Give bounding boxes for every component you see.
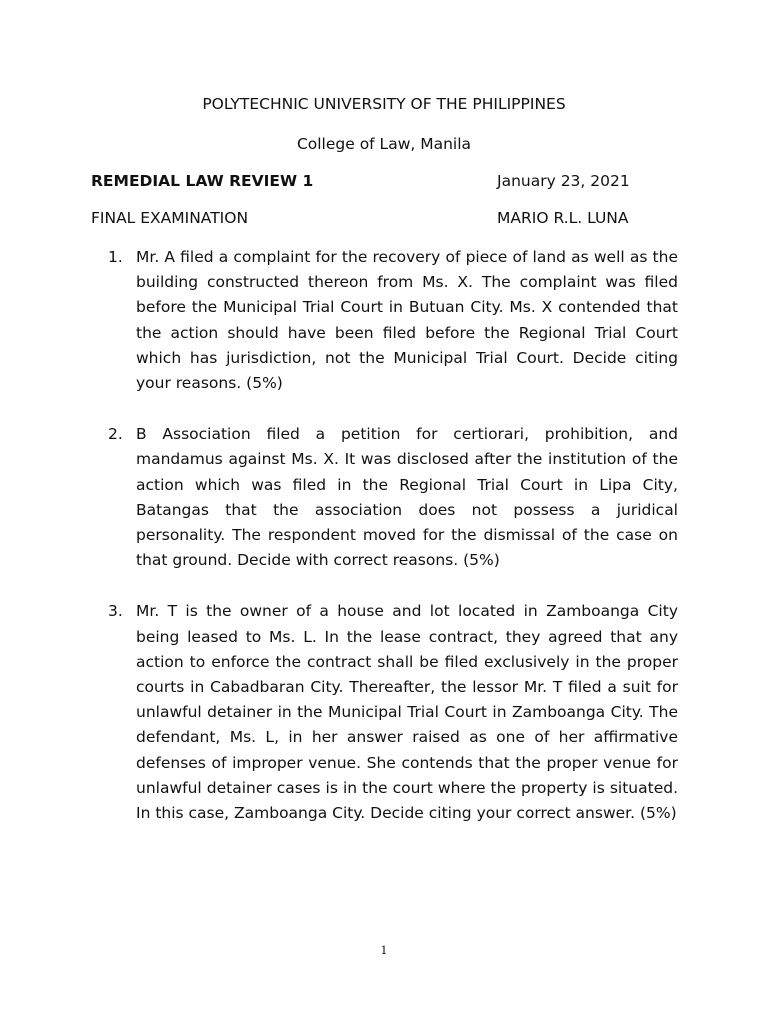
question-item bbox=[108, 422, 678, 573]
page-number: 1 bbox=[380, 944, 388, 957]
college-subtitle: College of Law, Manila bbox=[296, 135, 472, 153]
question-text: B Association filed a petition for certiorari, prohibition, and mandamus against Ms. X. It was disclosed after the institution of the action which was filed in the Regional Trial Court in Lipa City, Batangas that the association does not possess a juridical personality. The respondent moved for the dismissal of the case on that ground. Decide with correct reasons. (5%) bbox=[136, 425, 678, 570]
exam-date: January 23, 2021 bbox=[497, 172, 630, 190]
question-number: 3. bbox=[108, 602, 123, 621]
course-title: REMEDIAL LAW REVIEW 1 bbox=[91, 172, 314, 190]
question-text: Mr. A filed a complaint for the recovery of piece of land as well as the building constructed thereon from Ms. X. The complaint was filed before the Municipal Trial Court in Butuan City. Ms. X contended that the action should have been filed before the Regional Trial Court which has jurisdiction, not the Municipal Trial Court. Decide citing your reasons. (5%) bbox=[136, 248, 678, 393]
question-item bbox=[108, 599, 678, 826]
question-list bbox=[108, 245, 678, 852]
university-title: POLYTECHNIC UNIVERSITY OF THE PHILIPPINES bbox=[202, 95, 566, 113]
question-item bbox=[108, 245, 678, 396]
question-number: 1. bbox=[108, 248, 123, 266]
question-number: 2. bbox=[108, 425, 123, 444]
professor-name: MARIO R.L. LUNA bbox=[497, 209, 629, 227]
question-text: Mr. T is the owner of a house and lot located in Zamboanga City being leased to Ms. L. In the lease contract, they agreed that any action to enforce the contract shall be filed exclusively in the proper courts in Cabadbaran City. Thereafter, the lessor Mr. T filed a suit for unlawful detainer in the Municipal Trial Court in Zamboanga City. The defendant, Ms. L, in her answer raised as one of her affirmative defenses of improper venue. She contends that the proper venue for unlawful detainer cases is in the court where the property is situated. In this case, Zamboanga City. Decide citing your correct answer. (5%) bbox=[136, 602, 678, 823]
exam-type: FINAL EXAMINATION bbox=[91, 209, 249, 227]
